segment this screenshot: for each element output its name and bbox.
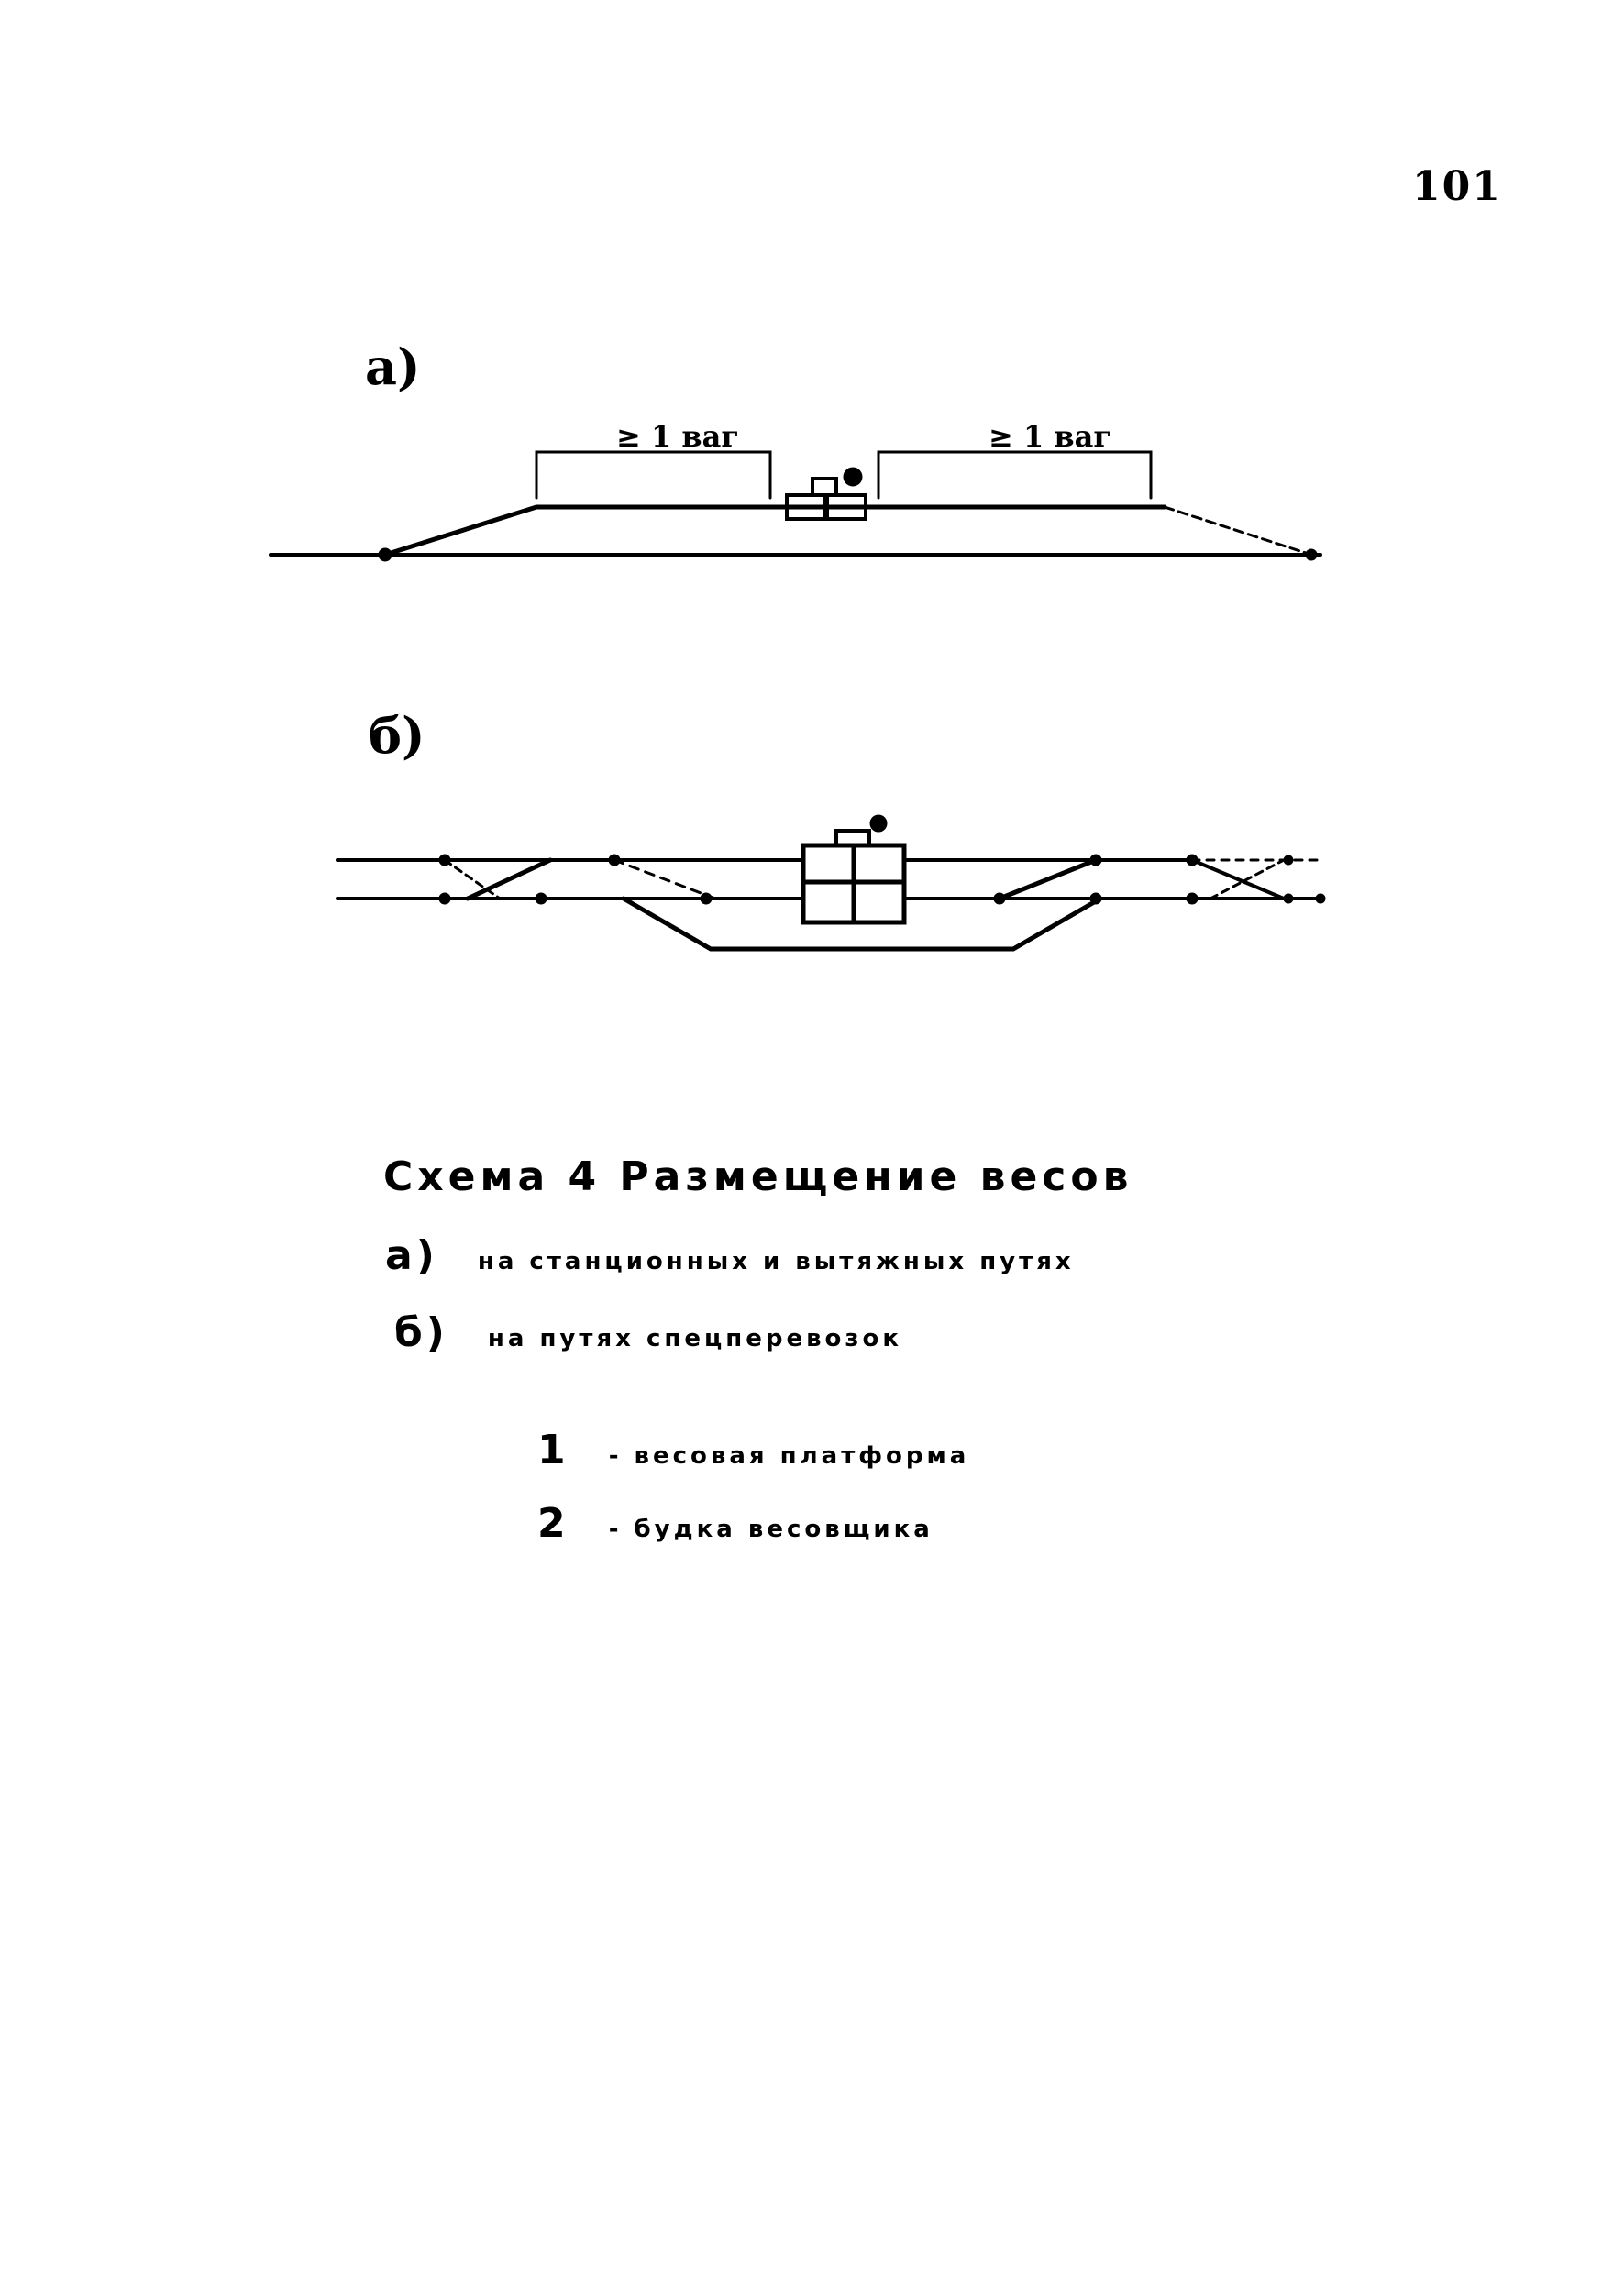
weigher-booth-b-mark bbox=[870, 815, 887, 832]
legend-item-1 bbox=[537, 1427, 969, 1473]
switch-b-8 bbox=[1090, 893, 1101, 904]
switch-b-12 bbox=[1284, 894, 1293, 903]
switch-b-1 bbox=[439, 855, 450, 866]
left-length-label: ≥ 1 ваг bbox=[616, 419, 739, 454]
diagram-b bbox=[337, 815, 1325, 949]
weigher-booth-a-mark bbox=[844, 468, 862, 486]
switch-b-3 bbox=[536, 893, 547, 904]
switch-b-6 bbox=[994, 893, 1005, 904]
caption-item-a bbox=[385, 1232, 1075, 1279]
siding-left-diagonal bbox=[385, 507, 536, 555]
siding-right-diagonal bbox=[1165, 507, 1311, 555]
switch-b-10 bbox=[1187, 893, 1198, 904]
diagram-a bbox=[271, 452, 1320, 561]
dimension-bracket-left bbox=[536, 452, 770, 498]
weigher-booth-a bbox=[812, 479, 836, 495]
legend-item-2-num: 2 bbox=[537, 1500, 569, 1547]
switch-point-right bbox=[1306, 549, 1317, 560]
diagram-b-label: б) bbox=[369, 706, 425, 765]
switch-b-11 bbox=[1284, 855, 1293, 865]
diagonal-to-scale bbox=[614, 860, 715, 899]
crossover-left-2 bbox=[468, 860, 550, 899]
caption-title: Схема 4 Размещение весов bbox=[383, 1153, 1133, 1200]
caption-item-b-text: на путях спецперевозок bbox=[487, 1325, 903, 1352]
caption-item-a-marker: а) bbox=[385, 1232, 438, 1279]
dimension-bracket-right bbox=[878, 452, 1151, 498]
switch-b-9 bbox=[1187, 855, 1198, 866]
track-end-dot bbox=[1316, 894, 1325, 903]
legend-item-1-num: 1 bbox=[537, 1427, 569, 1473]
switch-b-4 bbox=[609, 855, 620, 866]
legend-item-1-text: - весовая платформа bbox=[608, 1442, 970, 1470]
switch-b-2 bbox=[439, 893, 450, 904]
caption-item-b-marker: б) bbox=[394, 1309, 448, 1356]
caption-item-b bbox=[394, 1309, 902, 1356]
switch-point-left bbox=[379, 548, 392, 561]
legend-item-2-text: - будка весовщика bbox=[608, 1516, 934, 1543]
switch-b-7 bbox=[1090, 855, 1101, 866]
page-number: 101 bbox=[1412, 163, 1502, 210]
right-length-label: ≥ 1 ваг bbox=[989, 419, 1111, 454]
caption-item-a-text: на станционных и вытяжных путях bbox=[477, 1248, 1075, 1275]
switch-b-5 bbox=[701, 893, 712, 904]
diagram-a-label: а) bbox=[365, 337, 421, 396]
legend-item-2 bbox=[537, 1500, 934, 1547]
crossover-right-1 bbox=[1000, 860, 1096, 899]
crossover-left-1 bbox=[445, 860, 500, 899]
